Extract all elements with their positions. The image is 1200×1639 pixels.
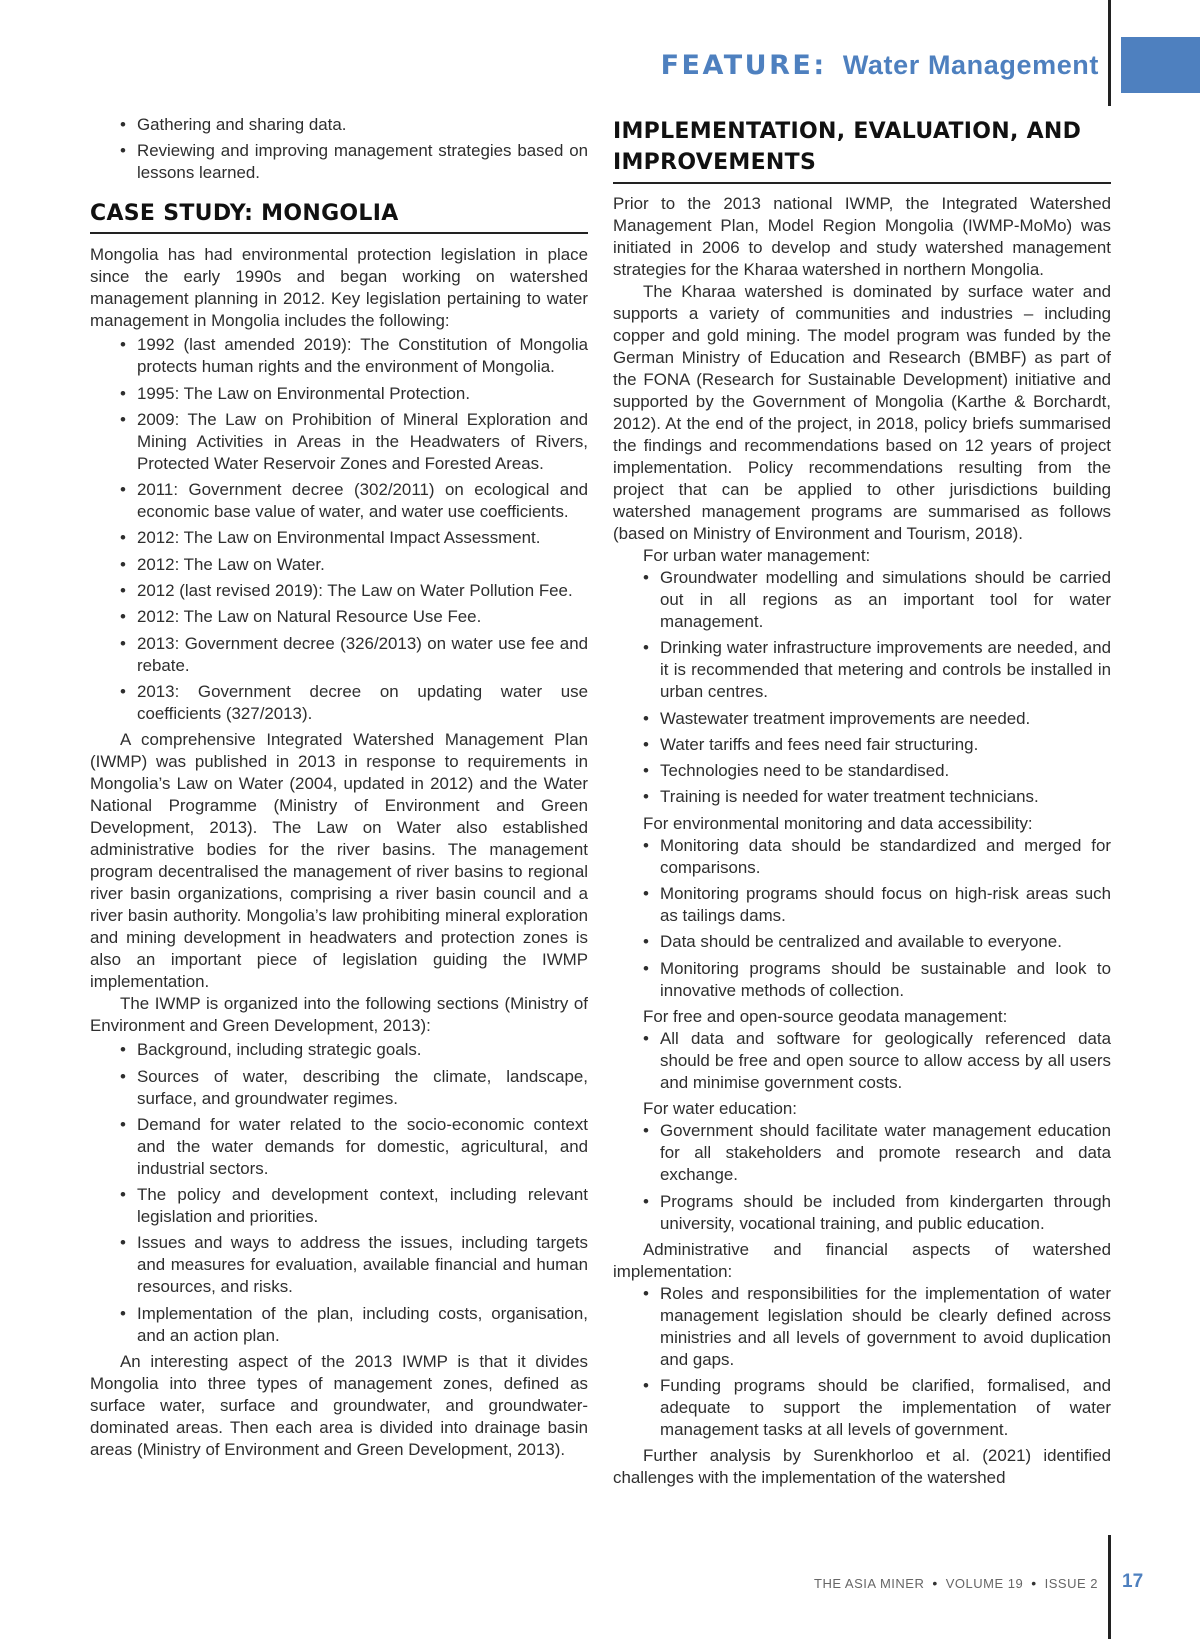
list-item: • All data and software for geologically referenced data should be free and open source to allow access by all users and minimise government costs. xyxy=(660,1028,1111,1094)
page-footer xyxy=(814,1575,1098,1591)
list-item: • The policy and development context, including relevant legislation and priorities. xyxy=(137,1184,588,1228)
list-item: • 2011: Government decree (302/2011) on ecological and economic base value of water, and water use coefficients. xyxy=(137,479,588,523)
right-column xyxy=(613,114,1111,1489)
legislation-list xyxy=(90,334,588,725)
list-item: • Training is needed for water treatment technicians. xyxy=(660,786,1111,808)
section-kicker: FEATURE: xyxy=(660,50,827,81)
geodata-list xyxy=(613,1028,1111,1094)
urban-list xyxy=(613,567,1111,808)
list-item: • Demand for water related to the socio-economic context and the water demands for domestic, agricultural, and industrial sectors. xyxy=(137,1114,588,1180)
list-item: • Government should facilitate water management education for all stakeholders and promote research and data exchange. xyxy=(660,1120,1111,1186)
list-item: • Wastewater treatment improvements are needed. xyxy=(660,708,1111,730)
bullet-separator-icon: • xyxy=(1031,1575,1037,1591)
footer-rule xyxy=(1108,1535,1111,1639)
list-item: • Technologies need to be standardised. xyxy=(660,760,1111,782)
iwmp-momo-paragraph: Prior to the 2013 national IWMP, the Integrated Watershed Management Plan, Model Region Mongolia (IWMP-MoMo) was initiated in 2006 to develop and study watershed management strategies for the Kharaa watershed in northern Mongolia. xyxy=(613,194,1111,279)
list-item: • 2012: The Law on Water. xyxy=(137,554,588,576)
intro-paragraph: Mongolia has had environmental protection legislation in place since the early 1990s and began working on watershed management planning in 2012. Key legislation pertaining to water management in Mongolia includes the following: xyxy=(90,245,588,331)
list-item: • Gathering and sharing data. xyxy=(137,114,588,136)
list-item: • Water tariffs and fees need fair structuring. xyxy=(660,734,1111,756)
list-item: • 1992 (last amended 2019): The Constitution of Mongolia protects human rights and the environment of Mongolia. xyxy=(137,334,588,378)
list-item: • Implementation of the plan, including costs, organisation, and an action plan. xyxy=(137,1303,588,1347)
list-item: • Data should be centralized and available to everyone. xyxy=(660,931,1111,953)
list-item: • Issues and ways to address the issues, including targets and measures for evaluation, available financial and human resources, and risks. xyxy=(137,1232,588,1298)
sections-paragraph: The IWMP is organized into the following sections (Ministry of Environment and Green Development, 2013): xyxy=(90,994,588,1036)
iwmp-paragraph: A comprehensive Integrated Watershed Management Plan (IWMP) was published in 2013 in response to requirements in Mongolia’s Law on Water (2004, updated in 2012) and the Water National Programme (Ministry of Environment and Green Development, 2013). The Law on Water also established administrative bodies for the river basins. The management program decentralised the management of river basins to regional river basin organizations, comprising a river basin council and a river basin authority. Mongolia’s law prohibiting mineral exploration and mining development in headwaters and protection zones is also an important piece of legislation guiding the IWMP implementation. xyxy=(90,730,588,992)
list-item: • 2013: Government decree (326/2013) on water use fee and rebate. xyxy=(137,633,588,677)
education-lead: For water education: xyxy=(643,1099,797,1119)
list-item: • Sources of water, describing the climate, landscape, surface, and groundwater regimes. xyxy=(137,1066,588,1110)
list-item: • Background, including strategic goals. xyxy=(137,1039,588,1061)
list-item: • 2013: Government decree on updating water use coefficients (327/2013). xyxy=(137,681,588,725)
list-item: • Monitoring programs should be sustainable and look to innovative methods of collection. xyxy=(660,958,1111,1002)
publication-name: THE ASIA MINER xyxy=(814,1576,925,1591)
issue-label: ISSUE 2 xyxy=(1044,1576,1098,1591)
list-item: • Funding programs should be clarified, formalised, and adequate to support the implementation of water management tasks at all levels of government. xyxy=(660,1375,1111,1441)
list-item: • Monitoring data should be standardized and merged for comparisons. xyxy=(660,835,1111,879)
environment-lead: For environmental monitoring and data accessibility: xyxy=(643,813,1033,833)
volume-label: VOLUME 19 xyxy=(945,1576,1024,1591)
final-paragraph: Further analysis by Surenkhorloo et al. (2021) identified challenges with the implementation of the watershed xyxy=(613,1446,1111,1488)
list-item: • 2012: The Law on Natural Resource Use Fee. xyxy=(137,606,588,628)
list-item: • 2012: The Law on Environmental Impact Assessment. xyxy=(137,527,588,549)
list-item: • Programs should be included from kindergarten through university, vocational training, and public education. xyxy=(660,1191,1111,1235)
left-column xyxy=(90,114,588,1461)
list-item: • Reviewing and improving management strategies based on lessons learned. xyxy=(137,140,588,184)
kharaa-paragraph: The Kharaa watershed is dominated by surface water and supports a variety of communities and industries – including copper and gold mining. The model program was funded by the German Ministry of Education and Research (BMBF) as part of the FONA (Research for Sustainable Development) initiative and supported by the Government of Mongolia (Karthe & Borchardt, 2012). At the end of the project, in 2018, policy briefs summarised the findings and recommendations based on 12 years of project implementation. Policy recommendations resulting from the project that can be applied to other jurisdictions building watershed management programs are summarised as follows (based on Ministry of Environment and Tourism, 2018). xyxy=(613,282,1111,543)
list-item: • 2012 (last revised 2019): The Law on Water Pollution Fee. xyxy=(137,580,588,602)
admin-lead: Administrative and financial aspects of watershed implementation: xyxy=(613,1239,1111,1281)
implementation-heading: IMPLEMENTATION, EVALUATION, AND IMPROVEMENTS xyxy=(613,116,1111,184)
environment-list xyxy=(613,835,1111,1002)
geodata-lead: For free and open-source geodata management: xyxy=(643,1006,1008,1026)
sections-list xyxy=(90,1039,588,1346)
list-item: • Drinking water infrastructure improvements are needed, and it is recommended that metering and controls be installed in urban centres. xyxy=(660,637,1111,703)
urban-lead: For urban water management: xyxy=(643,546,871,565)
page-number: 17 xyxy=(1122,1571,1144,1592)
section-color-tab xyxy=(1121,37,1200,93)
list-item: • Monitoring programs should focus on high-risk areas such as tailings dams. xyxy=(660,883,1111,927)
section-topic: Water Management xyxy=(842,50,1099,80)
admin-list xyxy=(613,1283,1111,1441)
bullet-separator-icon: • xyxy=(932,1575,938,1591)
section-header xyxy=(661,50,1099,81)
education-list xyxy=(613,1120,1111,1234)
list-item: • 1995: The Law on Environmental Protection. xyxy=(137,383,588,405)
list-item: • Groundwater modelling and simulations should be carried out in all regions as an important tool for water management. xyxy=(660,567,1111,633)
case-study-heading: CASE STUDY: MONGOLIA xyxy=(90,200,588,234)
list-item: • Roles and responsibilities for the implementation of water management legislation should be clearly defined across ministries and all levels of government to avoid duplication and gaps. xyxy=(660,1283,1111,1371)
zones-paragraph: An interesting aspect of the 2013 IWMP is that it divides Mongolia into three types of management zones, defined as surface water, surface and groundwater, and groundwater-dominated areas. Then each area is divided into drainage basin areas (Ministry of Environment and Green Development, 2013). xyxy=(90,1352,588,1460)
top-bullet-list xyxy=(90,114,588,184)
list-item: • 2009: The Law on Prohibition of Mineral Exploration and Mining Activities in Areas in the Headwaters of Rivers, Protected Water Reservoir Zones and Forested Areas. xyxy=(137,409,588,475)
header-rule xyxy=(1108,0,1111,106)
